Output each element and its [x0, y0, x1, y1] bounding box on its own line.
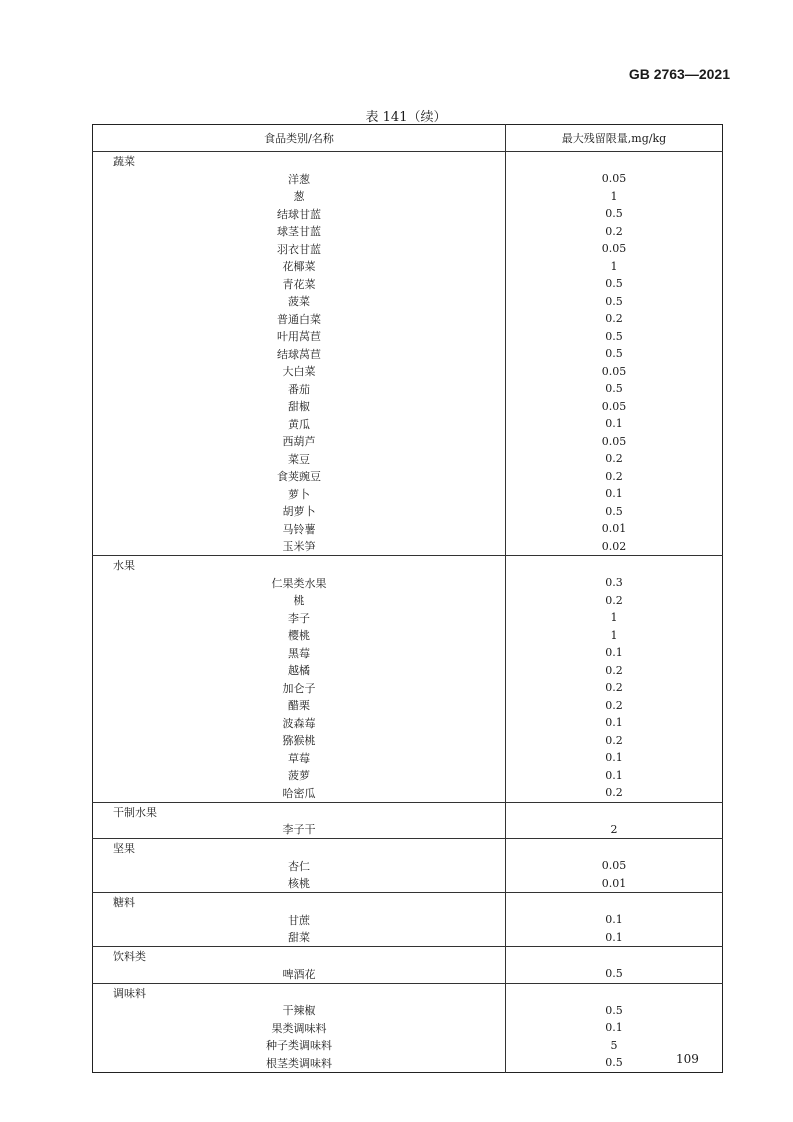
table-row [93, 679, 723, 697]
food-name: 大白菜 [93, 363, 506, 381]
category-label: 水果 [93, 556, 506, 575]
table-row [93, 749, 723, 767]
mrl-value: 0.2 [605, 733, 623, 747]
category-row [93, 152, 723, 171]
food-name: 越橘 [93, 662, 506, 680]
table-row [93, 911, 723, 929]
food-name: 玉米笋 [93, 538, 506, 556]
mrl-value: 0.01 [601, 522, 627, 536]
food-name: 李子 [93, 609, 506, 627]
food-name: 结球甘蓝 [93, 205, 506, 223]
table-row [93, 380, 723, 398]
mrl-value: 0.5 [605, 277, 623, 291]
food-name: 菠萝 [93, 767, 506, 785]
food-name: 干辣椒 [93, 1002, 506, 1020]
food-name: 甜椒 [93, 398, 506, 416]
table-row [93, 275, 723, 293]
table-row [93, 875, 723, 893]
category-mrl-cell [506, 556, 723, 575]
food-name: 菠菜 [93, 293, 506, 311]
mrl-value: 1 [610, 189, 618, 203]
table-row [93, 857, 723, 875]
mrl-value: 0.1 [605, 913, 623, 927]
mrl-value: 0.05 [601, 859, 627, 873]
category-mrl-cell [506, 983, 723, 1002]
table-row [93, 363, 723, 381]
mrl-value: 0.1 [605, 487, 623, 501]
table-row [93, 714, 723, 732]
food-name: 根茎类调味料 [93, 1054, 506, 1072]
column-header-mrl: 最大残留限量,mg/kg [506, 125, 723, 152]
table-row [93, 1002, 723, 1020]
table-row [93, 1037, 723, 1055]
column-header-food: 食品类别/名称 [93, 125, 506, 152]
food-name: 果类调味料 [93, 1019, 506, 1037]
mrl-value: 0.05 [601, 364, 627, 378]
mrl-value: 0.2 [605, 663, 623, 677]
mrl-value: 0.2 [605, 698, 623, 712]
table-row [93, 433, 723, 451]
mrl-value: 0.5 [605, 294, 623, 308]
food-name: 马铃薯 [93, 520, 506, 538]
food-name: 波森莓 [93, 714, 506, 732]
table-row [93, 520, 723, 538]
table-row [93, 732, 723, 750]
table-row [93, 205, 723, 223]
table-row [93, 328, 723, 346]
food-name: 食荚豌豆 [93, 468, 506, 486]
mrl-value: 0.5 [605, 329, 623, 343]
mrl-value: 0.1 [605, 768, 623, 782]
category-row [93, 893, 723, 912]
category-label: 干制水果 [93, 802, 506, 821]
category-mrl-cell [506, 839, 723, 858]
table-row [93, 929, 723, 947]
mrl-value: 0.2 [605, 224, 623, 238]
mrl-value: 0.2 [605, 452, 623, 466]
food-name: 甘蔗 [93, 911, 506, 929]
food-name: 甜菜 [93, 929, 506, 947]
table-row [93, 821, 723, 839]
mrl-value: 0.02 [601, 539, 627, 553]
food-name: 结球莴苣 [93, 345, 506, 363]
mrl-value: 1 [610, 628, 618, 642]
mrl-value: 0.3 [605, 576, 623, 590]
mrl-value: 1 [610, 259, 618, 273]
table-row [93, 170, 723, 188]
mrl-value: 0.05 [601, 434, 627, 448]
category-mrl-cell [506, 802, 723, 821]
food-name: 叶用莴苣 [93, 328, 506, 346]
mrl-value: 1 [610, 611, 618, 625]
table-row [93, 1054, 723, 1072]
category-label: 坚果 [93, 839, 506, 858]
table-caption: 表 141（续） [365, 110, 447, 125]
table-row [93, 574, 723, 592]
table-row [93, 767, 723, 785]
table-row [93, 240, 723, 258]
food-name: 啤酒花 [93, 965, 506, 983]
mrl-value: 0.1 [605, 417, 623, 431]
mrl-value: 0.2 [605, 681, 623, 695]
food-name: 葱 [93, 188, 506, 206]
food-name: 菜豆 [93, 450, 506, 468]
food-name: 核桃 [93, 875, 506, 893]
food-name: 花椰菜 [93, 258, 506, 276]
category-row [93, 802, 723, 821]
table-body [93, 152, 723, 1073]
food-name: 黑莓 [93, 644, 506, 662]
food-name: 胡萝卜 [93, 503, 506, 521]
mrl-value: 0.1 [605, 751, 623, 765]
category-mrl-cell [506, 893, 723, 912]
table-row [93, 293, 723, 311]
mrl-value: 0.5 [605, 382, 623, 396]
mrl-value: 0.2 [605, 469, 623, 483]
mrl-value: 0.5 [605, 504, 623, 518]
table-row [93, 503, 723, 521]
mrl-value: 0.05 [601, 242, 627, 256]
mrl-value: 0.5 [605, 1003, 623, 1017]
food-name: 羽衣甘蓝 [93, 240, 506, 258]
food-name: 洋葱 [93, 170, 506, 188]
mrl-value: 0.1 [605, 1021, 623, 1035]
table-row [93, 345, 723, 363]
category-row [93, 839, 723, 858]
mrl-value: 0.01 [601, 876, 627, 890]
table-row [93, 538, 723, 556]
food-name: 李子干 [93, 821, 506, 839]
food-name: 普通白菜 [93, 310, 506, 328]
food-name: 哈密瓜 [93, 784, 506, 802]
food-name: 樱桃 [93, 627, 506, 645]
category-label: 调味料 [93, 983, 506, 1002]
food-name: 加仑子 [93, 679, 506, 697]
mrl-value: 0.5 [605, 967, 623, 981]
mrl-value: 0.2 [605, 786, 623, 800]
table-row [93, 609, 723, 627]
table-row [93, 450, 723, 468]
mrl-value: 0.05 [601, 172, 627, 186]
mrl-value: 0.5 [605, 347, 623, 361]
food-name: 草莓 [93, 749, 506, 767]
category-row [93, 983, 723, 1002]
food-name: 仁果类水果 [93, 574, 506, 592]
table-row [93, 627, 723, 645]
food-name: 黄瓜 [93, 415, 506, 433]
table-row [93, 592, 723, 610]
table-row [93, 258, 723, 276]
food-name: 醋栗 [93, 697, 506, 715]
table-row [93, 485, 723, 503]
table-row [93, 784, 723, 802]
mrl-value: 0.5 [605, 207, 623, 221]
category-mrl-cell [506, 152, 723, 171]
food-name: 青花菜 [93, 275, 506, 293]
table-row [93, 1019, 723, 1037]
page-number: 109 [676, 1052, 699, 1066]
food-name: 萝卜 [93, 485, 506, 503]
category-label: 糖料 [93, 893, 506, 912]
table-row [93, 415, 723, 433]
table-row [93, 697, 723, 715]
food-name: 杏仁 [93, 857, 506, 875]
table-row [93, 188, 723, 206]
food-name: 球茎甘蓝 [93, 223, 506, 241]
standard-code: GB 2763—2021 [628, 66, 730, 82]
table-row [93, 398, 723, 416]
mrl-value: 5 [610, 1038, 618, 1052]
food-name: 种子类调味料 [93, 1037, 506, 1055]
mrl-value: 0.1 [605, 930, 623, 944]
table-row [93, 223, 723, 241]
mrl-value: 2 [610, 822, 618, 836]
category-mrl-cell [506, 947, 723, 966]
mrl-value: 0.05 [601, 399, 627, 413]
food-name: 西葫芦 [93, 433, 506, 451]
table-row [93, 644, 723, 662]
food-name: 桃 [93, 592, 506, 610]
mrl-value: 0.1 [605, 716, 623, 730]
mrl-value: 0.1 [605, 646, 623, 660]
table-header-row [93, 125, 723, 152]
category-row [93, 556, 723, 575]
category-label: 蔬菜 [93, 152, 506, 171]
category-label: 饮料类 [93, 947, 506, 966]
category-row [93, 947, 723, 966]
mrl-table [92, 124, 723, 1073]
table-row [93, 662, 723, 680]
food-name: 猕猴桃 [93, 732, 506, 750]
table-row [93, 468, 723, 486]
mrl-value: 0.5 [605, 1056, 623, 1070]
mrl-value: 0.2 [605, 312, 623, 326]
mrl-value: 0.2 [605, 593, 623, 607]
table-row [93, 310, 723, 328]
table-row [93, 965, 723, 983]
food-name: 番茄 [93, 380, 506, 398]
